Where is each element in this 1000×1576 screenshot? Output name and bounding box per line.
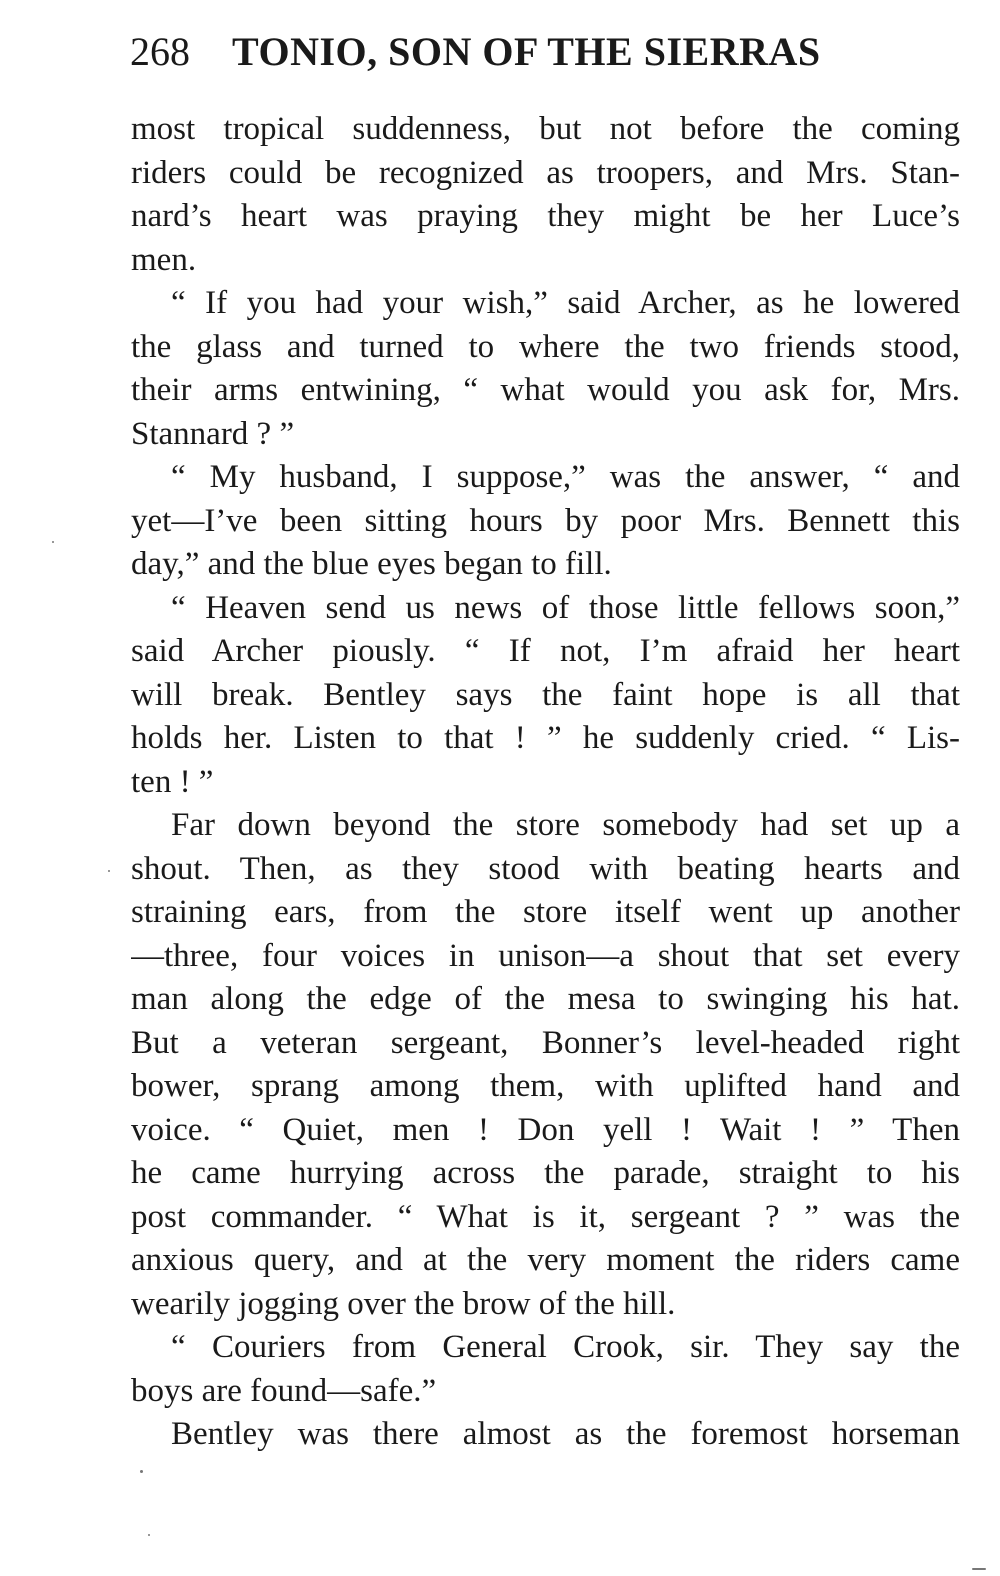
text-line: “ My husband, I suppose,” was the answer, “ and [171, 459, 960, 495]
text-line: their arms entwining, “ what would you ask for, Mrs. [131, 372, 960, 408]
text-line: men. [131, 241, 197, 278]
scan-speck [148, 1534, 150, 1536]
text-line: riders could be recognized as troopers, and Mrs. Stan- [131, 154, 960, 191]
text-line: post commander. “ What is it, sergeant ? ” was the [131, 1198, 960, 1235]
running-title: TONIO, SON OF THE SIERRAS [232, 29, 821, 74]
page-number: 268 [130, 29, 190, 74]
text-line: wearily jogging over the brow of the hill. [131, 1285, 676, 1322]
text-line: ten ! ” [131, 763, 214, 800]
text-line: anxious query, and at the very moment the riders came [131, 1242, 960, 1278]
text-line: Stannard ? ” [131, 415, 295, 452]
scan-speck [140, 1470, 143, 1473]
text-line: But a veteran sergeant, Bonner’s level-headed right [131, 1024, 960, 1061]
scan-speck [52, 541, 54, 543]
text-line: “ Heaven send us news of those little fellows soon,” [171, 589, 960, 626]
text-line: yet—I’ve been sitting hours by poor Mrs. Bennett this [131, 502, 960, 539]
text-line: shout. Then, as they stood with beating hearts and [131, 850, 960, 887]
text-line: straining ears, from the store itself went up another [131, 894, 960, 930]
scan-speck [972, 1568, 986, 1570]
text-line: holds her. Listen to that ! ” he suddenly cried. “ Lis- [131, 720, 960, 756]
text-line: man along the edge of the mesa to swinging his hat. [131, 981, 960, 1017]
text-line: —three, four voices in unison—a shout that set every [131, 937, 960, 974]
text-line: day,” and the blue eyes began to fill. [131, 546, 612, 582]
body-text [131, 108, 960, 1457]
text-line: nard’s heart was praying they might be her Luce’s [131, 198, 960, 234]
text-line: will break. Bentley says the faint hope is all that [131, 676, 960, 713]
text-line: Far down beyond the store somebody had set up a [171, 807, 960, 843]
scan-speck [108, 870, 110, 872]
text-line: Bentley was there almost as the foremost horseman [171, 1416, 960, 1452]
text-line: “ Couriers from General Crook, sir. They say the [171, 1329, 960, 1365]
text-line: bower, sprang among them, with uplifted hand and [131, 1068, 960, 1104]
text-line: most tropical suddenness, but not before the coming [131, 111, 960, 147]
text-line: he came hurrying across the parade, straight to his [131, 1155, 960, 1191]
text-line: “ If you had your wish,” said Archer, as he lowered [171, 285, 960, 321]
running-head [130, 26, 960, 78]
text-line: said Archer piously. “ If not, I’m afraid her heart [131, 633, 960, 669]
text-line: boys are found—safe.” [131, 1372, 437, 1409]
text-line: the glass and turned to where the two friends stood, [131, 328, 960, 365]
text-line: voice. “ Quiet, men ! Don yell ! Wait ! ” Then [131, 1111, 960, 1148]
